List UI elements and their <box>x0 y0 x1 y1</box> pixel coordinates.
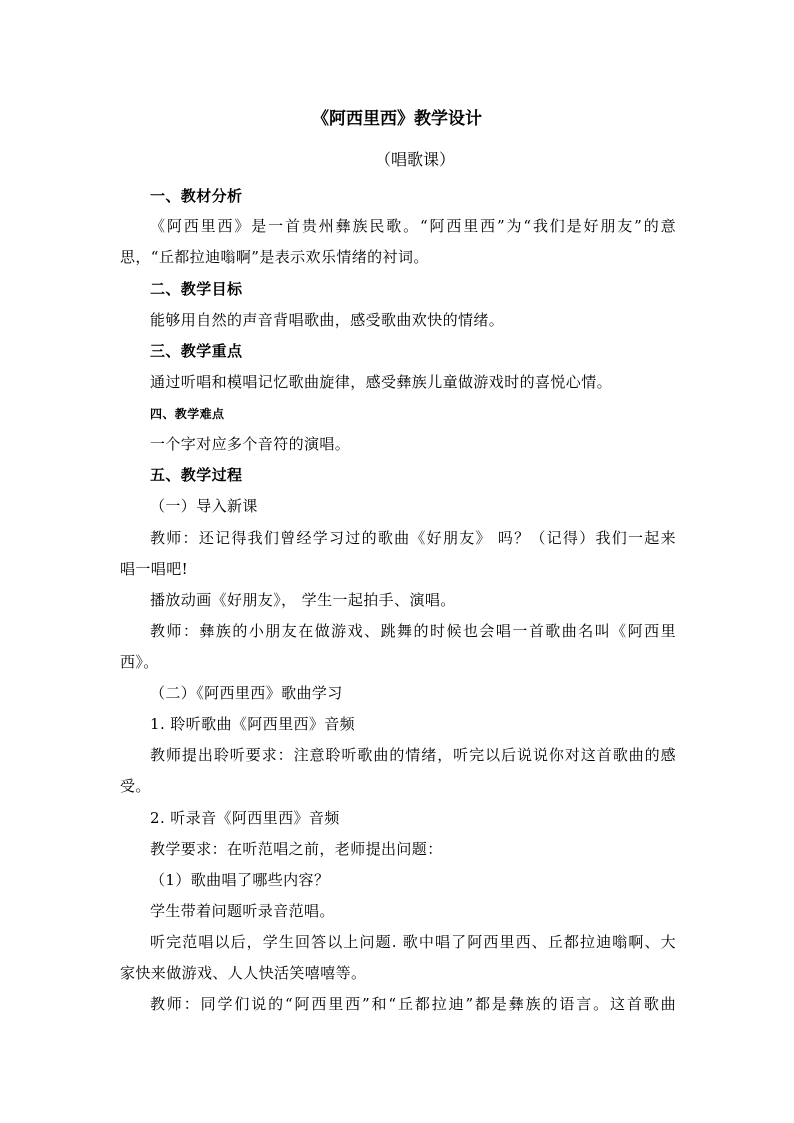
paragraph-line: 一个字对应多个音符的演唱。 <box>150 435 351 453</box>
paragraph-line: 播放动画《好朋友》， 学生一起拍手、演唱。 <box>150 591 456 609</box>
paragraph-line: 2. 听录音《阿西里西》音频 <box>150 809 340 827</box>
paragraph-line: 教师：还记得我们曾经学习过的歌曲《好朋友》 吗？（记得）我们一起来 <box>150 529 676 547</box>
paragraph-line: 教师：彝族的小朋友在做游戏、跳舞的时候也会唱一首歌曲名叫《阿西里 <box>150 622 676 640</box>
paragraph-line: 《阿西里西》是一首贵州彝族民歌。“阿西里西”为“我们是好朋友”的意 <box>150 217 676 235</box>
section-heading-materials: 一、教材分析 <box>150 187 243 205</box>
paragraph-line: 1. 聆听歌曲《阿西里西》音频 <box>150 715 356 733</box>
paragraph-line: 通过听唱和模唱记忆歌曲旋律，感受彝族儿童做游戏时的喜悦心情。 <box>150 373 613 391</box>
section-heading-process: 五、教学过程 <box>150 466 243 484</box>
paragraph-line: 能够用自然的声音背唱歌曲，感受歌曲欢快的情绪。 <box>150 311 505 329</box>
document-title: 《阿西里西》教学设计 <box>312 109 482 129</box>
paragraph-line: 听完范唱以后，学生回答以上问题. 歌中唱了阿西里西、丘都拉迪嗡啊、大 <box>150 933 676 951</box>
section-heading-difficulties: 四、教学难点 <box>150 407 225 421</box>
paragraph-line: 思，“丘都拉迪嗡啊”是表示欢乐情绪的衬词。 <box>120 248 429 266</box>
paragraph-line: 受。 <box>120 777 151 795</box>
paragraph-line: 家快来做游戏、人人快活笑嘻嘻等。 <box>120 964 367 982</box>
section-heading-goals: 二、教学目标 <box>150 280 243 298</box>
subsection-heading: （一）导入新课 <box>150 497 258 515</box>
paragraph-line: 西》。 <box>120 653 159 671</box>
paragraph-line: 唱一唱吧! <box>120 560 189 578</box>
subsection-heading: （二）《阿西里西》歌曲学习 <box>150 684 343 702</box>
document-subtitle: （唱歌课） <box>374 150 455 169</box>
paragraph-line: 教学要求：在听范唱之前，老师提出问题： <box>150 840 443 858</box>
paragraph-line: （1）歌曲唱了哪些内容？ <box>150 871 330 889</box>
paragraph-line: 学生带着问题听录音范唱。 <box>150 902 335 920</box>
paragraph-line: 教师提出聆听要求：注意聆听歌曲的情绪，听完以后说说你对这首歌曲的感 <box>150 746 676 764</box>
section-heading-key-points: 三、教学重点 <box>150 342 243 360</box>
paragraph-line: 教师：同学们说的“阿西里西”和“丘都拉迪”都是彝族的语言。这首歌曲 <box>150 995 676 1013</box>
